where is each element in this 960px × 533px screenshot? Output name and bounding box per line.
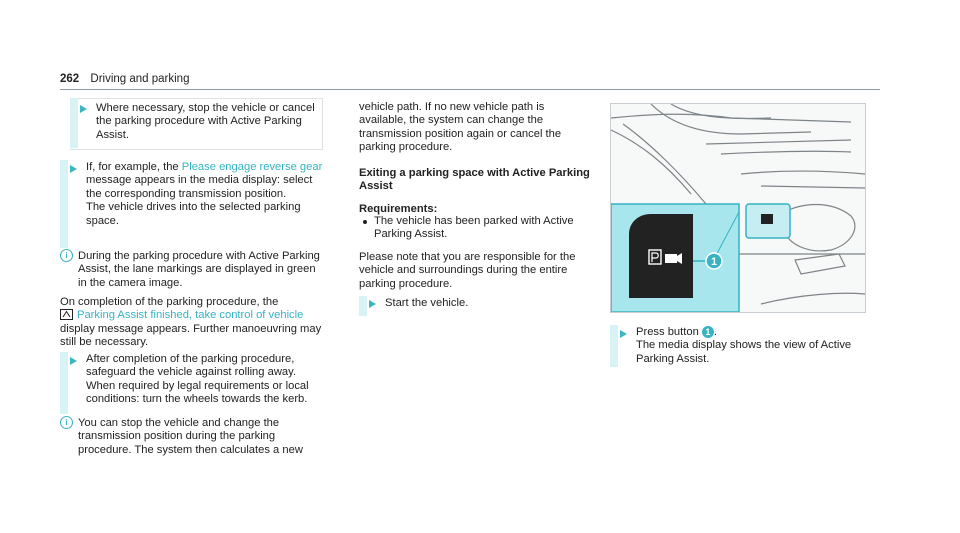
continued-text: vehicle path. If no new vehicle path is available, the system can change the transmission position again or cancel the parking procedure. — [359, 101, 562, 154]
button-1-callout: 1 — [702, 326, 714, 338]
completion-text: On completion of the parking procedure, the Parking Assist finished, take control of vehicle display message appears. Further manoeuvring may still be necessary. — [60, 296, 322, 349]
step-bar — [70, 98, 78, 148]
step2-text: After completion of the parking procedure, safeguard the vehicle against rolling away. When required by legal requirements or local conditions: turn the wheels towards the kerb. — [86, 353, 309, 406]
section-title: Driving and parking — [90, 73, 190, 85]
info-icon: i — [60, 249, 73, 262]
center-console-illustration — [610, 103, 866, 313]
bullet — [363, 220, 367, 224]
note2-text: You can stop the vehicle and change the transmission position during the parking procedure. The system then calculates a new — [78, 417, 303, 456]
step-bar — [610, 325, 618, 367]
requirement-1: The vehicle has been parked with Active Parking Assist. — [374, 215, 574, 241]
step-arrow-icon — [80, 105, 87, 113]
step-arrow-icon — [620, 330, 627, 338]
message-engage-reverse: Please engage reverse gear — [181, 161, 323, 173]
step-bar — [60, 160, 68, 248]
step-arrow-icon — [70, 165, 77, 173]
press-button-step: Press button 1 . The media display shows the view of Active Parking Assist. — [636, 326, 852, 365]
note1-text: During the parking procedure with Active Parking Assist, the lane markings are displayed in green in the camera image. — [78, 250, 320, 289]
info-icon: i — [60, 416, 73, 429]
header-rule — [60, 89, 880, 90]
message-parking-finished: Parking Assist finished, take control of vehicle — [77, 309, 304, 322]
box-text: Where necessary, stop the vehicle or cancel the parking procedure with Active Parking Assist. — [96, 102, 315, 141]
step-bar — [359, 296, 367, 316]
step-arrow-icon — [369, 300, 376, 308]
step-text: Start the vehicle. — [385, 297, 469, 309]
console-drawing — [611, 104, 865, 312]
note-text: Please note that you are responsible for the vehicle and surroundings during the entire parking procedure. — [359, 251, 576, 290]
page-number: 262 — [60, 73, 80, 85]
step-arrow-icon — [70, 357, 77, 365]
requirements-label: Requirements: — [359, 203, 438, 215]
page-header — [60, 73, 189, 86]
figure-callout: 1 — [710, 256, 718, 268]
step1-text: If, for example, the Please engage reverse gear message appears in the media display: select the corresponding transmission position. The vehicle drives into the selected parking space. — [86, 161, 323, 227]
parking-assist-icon — [60, 309, 73, 320]
step-bar — [60, 352, 68, 414]
section-heading: Exiting a parking space with Active Parking Assist — [359, 167, 590, 193]
